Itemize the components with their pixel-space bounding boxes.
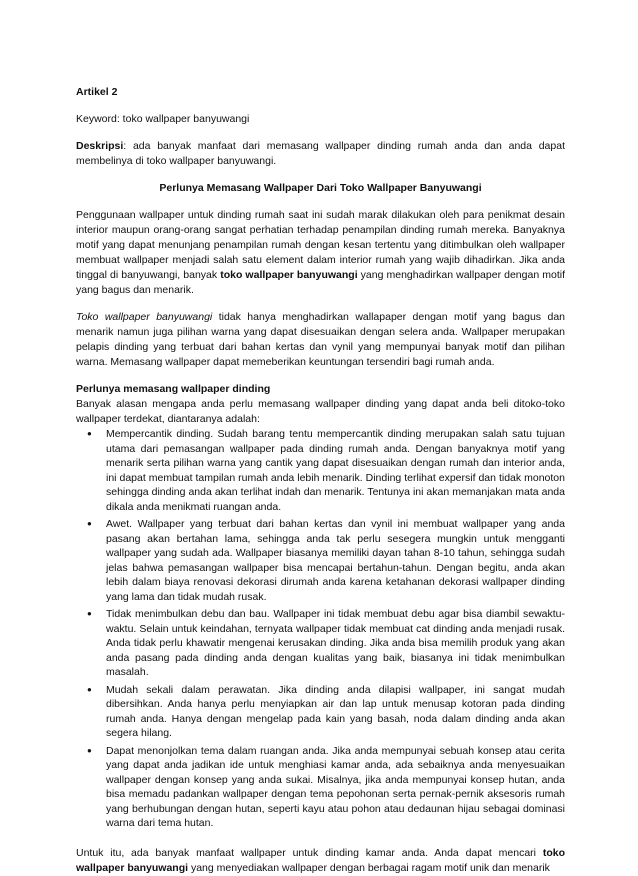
paragraph-1 xyxy=(76,208,565,298)
paragraph-2 xyxy=(76,310,565,370)
paragraph-2-italic: Toko wallpaper banyuwangi xyxy=(76,311,213,323)
section-intro: Banyak alasan mengapa anda perlu memasang wallpaper dinding yang dapat anda beli ditoko-toko wallpaper terdekat, diantaranya adalah: xyxy=(76,398,565,425)
bullet-item: ● Tidak menimbulkan debu dan bau. Wallpaper ini tidak membuat debu agar bisa diambil sewaktu-waktu. Selain untuk keindahan, ternyata wallpaper tidak membuat cat dinding anda menjadi rusak. Anda tidak perlu khawatir mengenai kerusakan dinding. Jika anda bisa memilih produk yang akan anda pasang pada dinding anda dengan kualitas yang baik, biasanya ini tidak menimbulkan masalah. xyxy=(106,607,565,680)
closing-text: Untuk itu, ada banyak manfaat wallpaper untuk dinding kamar anda. Anda dapat mencari xyxy=(76,846,543,859)
paragraph-1-bold: toko wallpaper banyuwangi xyxy=(220,269,358,281)
paragraph-2-text: tidak hanya menghadirkan wallapaper dengan motif yang bagus dan menarik namun juga pilihan warna yang dapat disesuaikan dengan selera anda. Wallpaper merupakan pelapis dinding yang terbuat dari bahan kertas dan vynil yang mempunyai banyak motif dan pilihan warna. Memasang wallpaper dapat memeberikan keuntungan tersendiri bagi rumah anda. xyxy=(76,311,565,368)
article-title: Perlunya Memasang Wallpaper Dari Toko Wallpaper Banyuwangi xyxy=(159,182,482,194)
paragraph-1-text-after: yang menghadirkan wallpaper dengan motif yang bagus dan menarik. xyxy=(76,269,565,296)
keyword-line: Keyword: toko wallpaper banyuwangi xyxy=(76,113,250,125)
bullet-list xyxy=(76,427,565,831)
description-label: Deskripsi xyxy=(76,140,124,152)
bullet-item: ● Awet. Wallpaper yang terbuat dari bahan kertas dan vynil ini membuat wallpaper yang anda pasang akan bertahan lama, sehingga anda tak perlu sesegera mungkin untuk mengganti wallpaper yang sudah ada. Wallpaper biasanya memiliki dayan tahan 8-10 tahun, sehingga sudah jelas bahwa pemasangan wallpaper bisa mencapai bertahun-tahun. Dengan begitu, anda akan lebih dalam biaya renovasi dekorasi dirumah anda karena ketahanan dekorasi wallpaper dinding yang lama dan tidak mudah rusak. xyxy=(106,517,565,604)
description xyxy=(76,139,565,169)
bullet-item: ● Mempercantik dinding. Sudah barang tentu mempercantik dinding merupakan salah satu tujuan utama dari pemasangan wallpaper pada dinding rumah anda. Dengan banyaknya motif yang menarik serta pilihan warna yang cantik yang dapat disesuaikan dengan rumah dan interior anda, ini dapat membuat tampilan rumah anda lebih menarik. Dinding terlihat expersif dan tidak monoton sehingga dinding anda akan terlihat indah dan menarik. Tentunya ini akan memanjakan mata anda dikala anda menikmati ruangan anda. xyxy=(106,427,565,514)
closing-paragraph xyxy=(76,846,565,876)
paragraph-1-text: Penggunaan wallpaper untuk dinding rumah saat ini sudah marak dilakukan oleh para penikmat desain interior maupun orang-orang sangat perhatian terhadap penampilan dinding rumah mereka. Banyaknya motif yang dapat menunjang penampilan rumah dengan kesan tertentu yang ditimbulkan oleh wallpaper membuat wallpaper menjadi salah satu element dalam interior rumah yang wajib dihadirkan. Jika anda tinggal di banyuwangi, banyak xyxy=(76,209,565,281)
bullet-item: ● Dapat menonjolkan tema dalam ruangan anda. Jika anda mempunyai sebuah konsep atau cerita yang dapat anda jadikan ide untuk menghiasi kamar anda, ada sebaiknya anda menyesuaikan wallpaper dengan konsep yang anda sukai. Misalnya, jika anda mempunyai konsep hutan, anda bisa memadu padankan wallpaper dengan tema pepohonan serta pernak-pernik aksesoris rumah yang berhubungan dengan hutan, seperti kayu atau pohon atau dedaunan hijau sebagai dominasi warna dari tema hutan. xyxy=(106,744,565,831)
article-label: Artikel 2 xyxy=(76,86,118,98)
closing-text-after: yang menyediakan wallpaper dengan berbagai ragam motif unik dan menarik xyxy=(188,861,550,874)
description-text: : ada banyak manfaat dari memasang wallpaper dinding rumah anda dan anda dapat membelinya di toko wallpaper banyuwangi. xyxy=(76,140,565,167)
bullet-item: ● Mudah sekali dalam perawatan. Jika dinding anda dilapisi wallpaper, ini sangat mudah dibersihkan. Anda hanya perlu menyiapkan air dan lap untuk menusap kotoran pada dinding rumah anda. Hanya dengan mengelap pada kain yang basah, noda dalam dinding anda akan segera hilang. xyxy=(106,683,565,741)
closing-bold: toko wallpaper banyuwangi xyxy=(76,846,565,874)
section-heading: Perlunya memasang wallpaper dinding xyxy=(76,383,271,395)
